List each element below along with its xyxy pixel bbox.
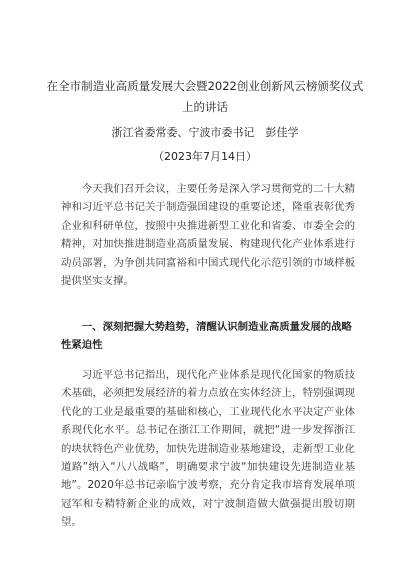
paragraph: 习近平总书记指出，现代化产业体系是现代化国家的物质技术基础，必须把发展经济的着力点放在实体经济上，特别强调现代化的工业是最重要的基础和核心，工业现代化水平决定产业体系现代化水平。总书记在浙江工作期间，就把“进一步发挥浙江的块状特色产业优势，加快先进制造业基地建设，走新型工业化道路”纳入“八八战略”，明确要求宁波“加快建设先进制造业基地”。2020年总书记亲临宁波考察，充分肯定我市培育发展单项冠军和专精特新企业的成效，对宁波制造做大做强提出殷切期望。: [61, 369, 355, 529]
paragraph: 今天我们召开会议，主要任务是深入学习贯彻党的二十大精神和习近平总书记关于制造强国建设的重要论述，隆重表彰优秀企业和科研单位，按照中央推进新型工业化和省委、市委全会的精神，对加快推进制造业高质量发展、构建现代化产业体系进行动员部署，为争创共同富裕和中国式现代化示范引领的市域样板提供坚实支撑。: [61, 183, 355, 288]
document-author: 浙江省委常委、宁波市委书记 彭佳学: [111, 126, 299, 139]
document-date: （2023年7月14日）: [153, 150, 257, 163]
document-title: 在全市制造业高质量发展大会暨2022创业创新风云榜颁奖仪式上的讲话: [46, 79, 364, 114]
section-heading: 一、深刻把握大势趋势，清醒认识制造业高质量发展的战略性紧迫性: [61, 321, 352, 352]
